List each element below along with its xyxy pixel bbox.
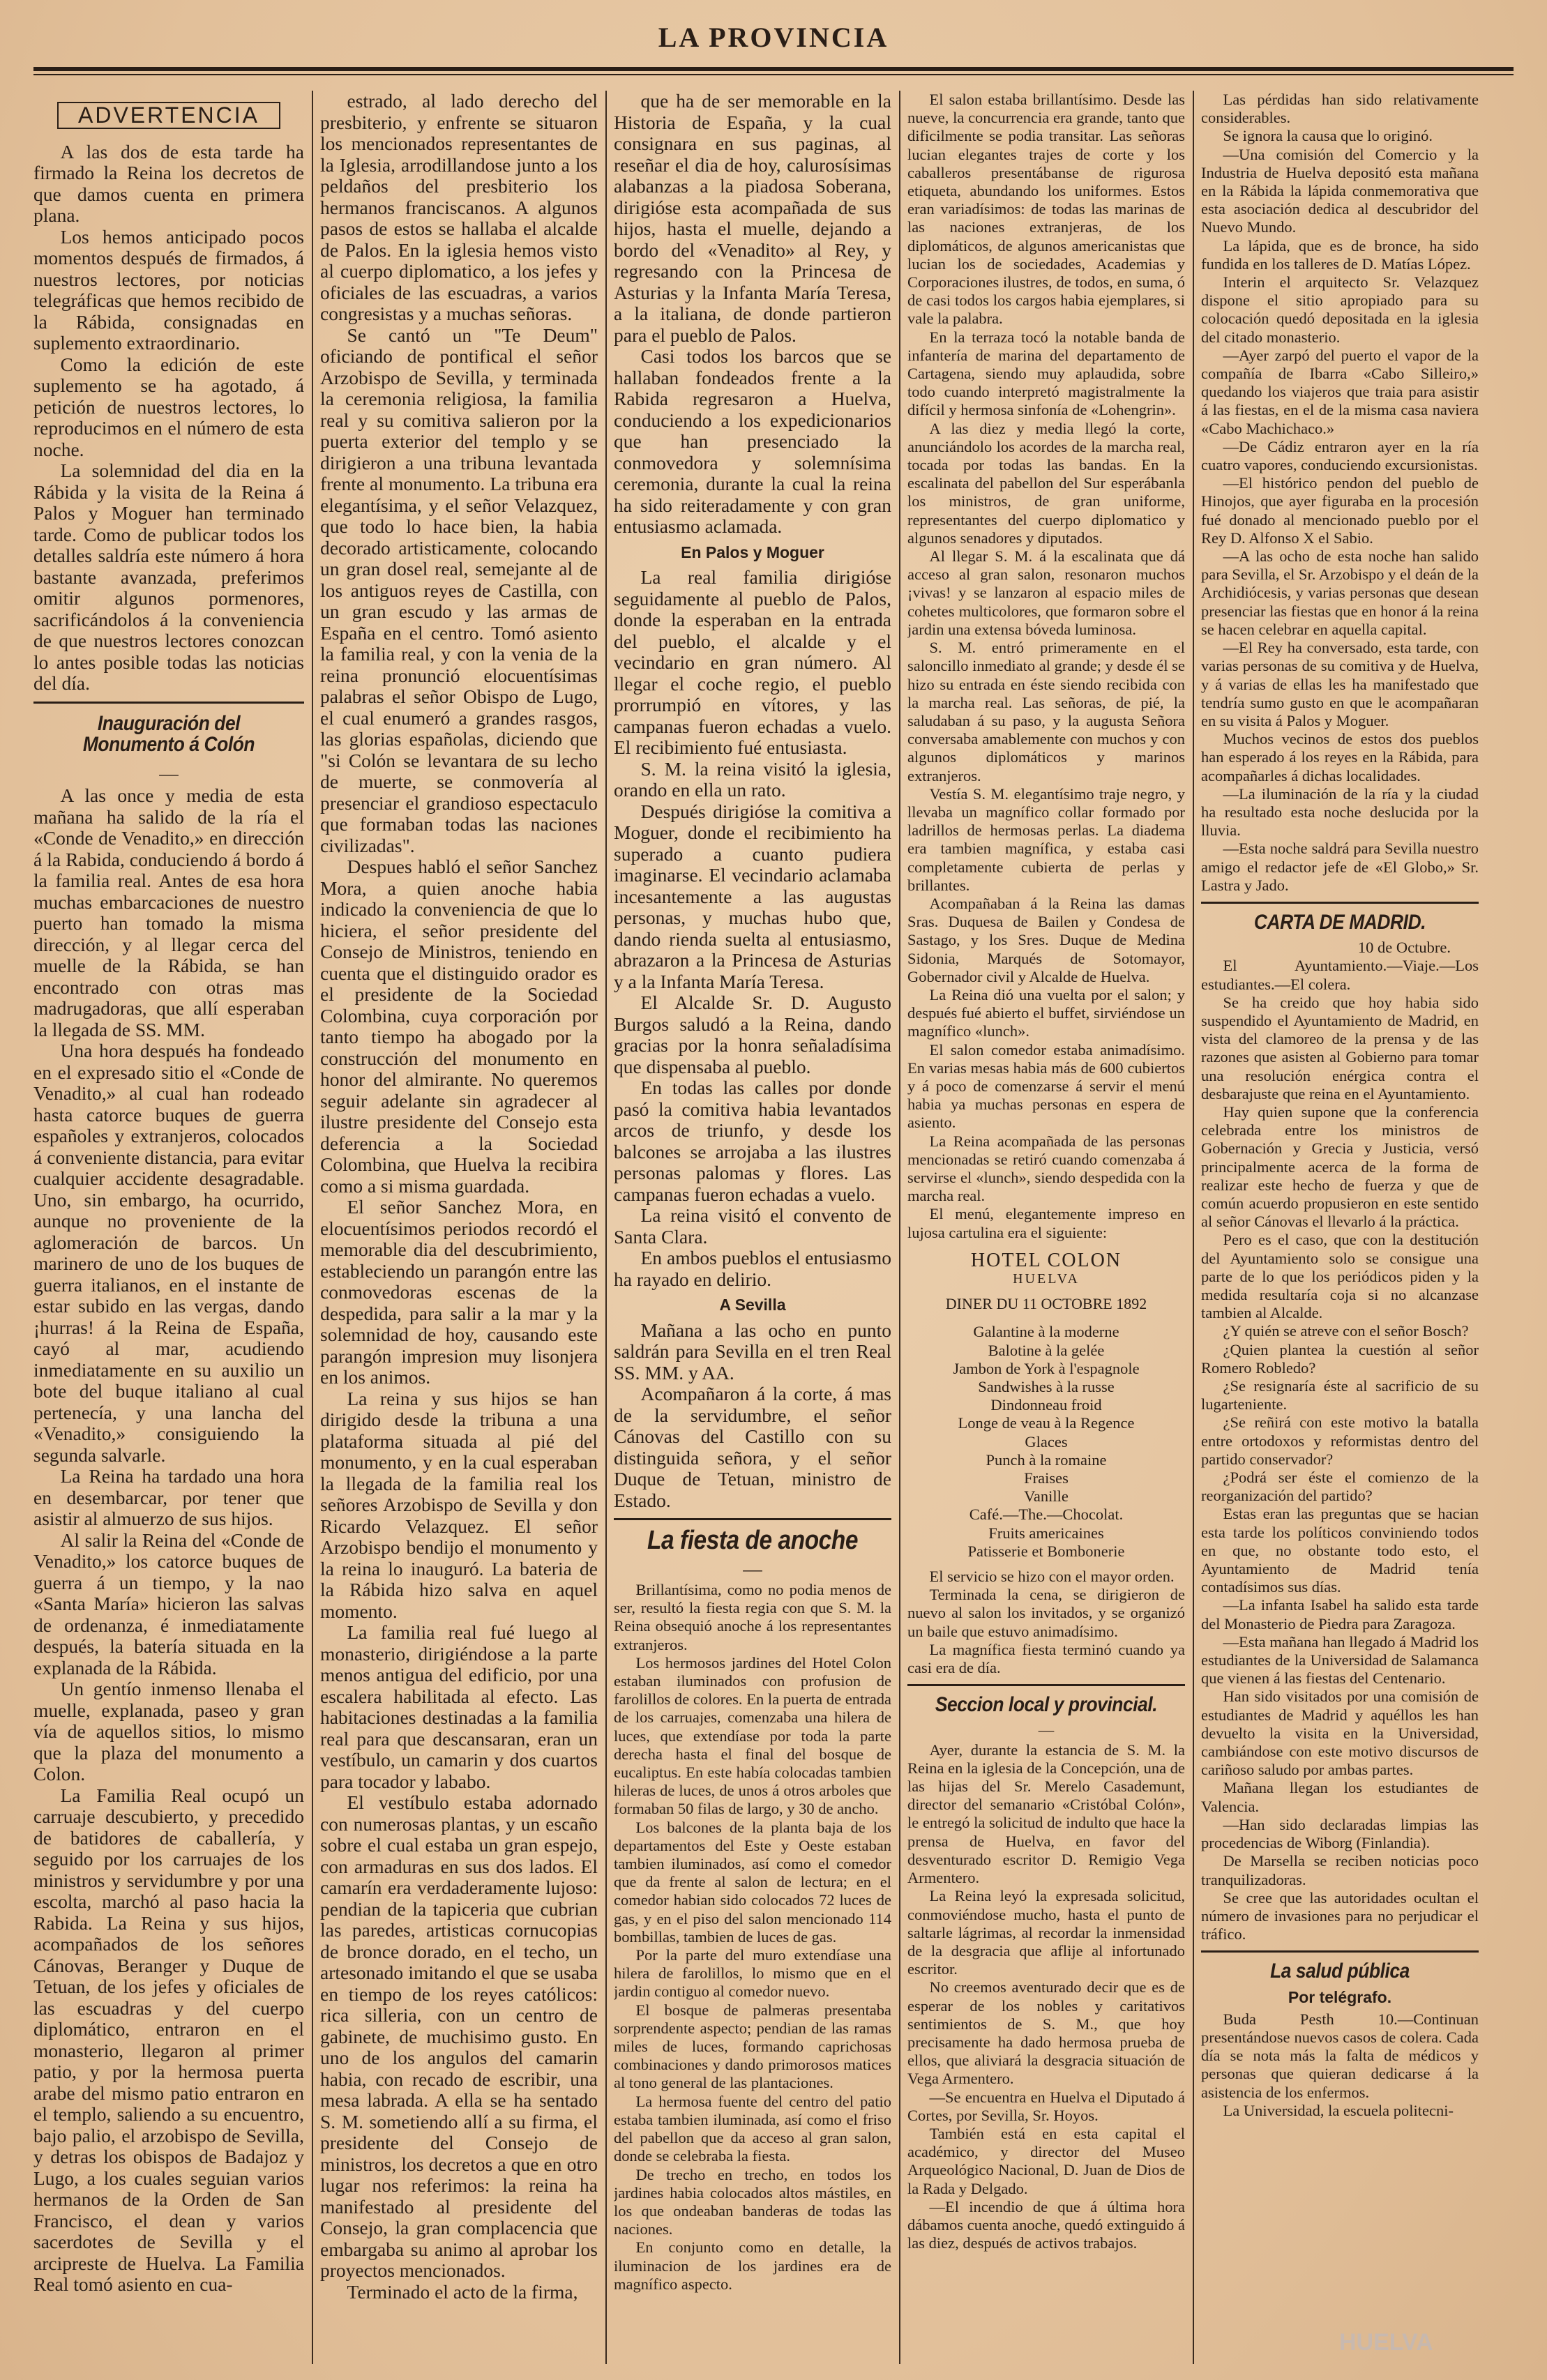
paragraph: Interin el arquitecto Sr. Velazquez dispone el sitio apropiado para su colocación quedó depositada en la iglesia del citado monasterio. (1201, 273, 1479, 346)
madrid-letter-body (1201, 957, 1479, 1943)
paragraph: Un gentío inmenso llenaba el muelle, explanada, paseo y gran vía de aquellos sitios, lo mismo que la plaza del monumento a Colon. (33, 1678, 304, 1784)
madrid-letter-heading: CARTA DE MADRID. (1253, 910, 1426, 934)
paragraph: —A las ocho de esta noche han salido para Sevilla, el Sr. Arzobispo y el deán de la Archidiócesis, y varias personas que desean presenciar las fiestas que en honor á la reina se hacen celebrar en aquella capital. (1201, 547, 1479, 638)
menu-item: Glaces (1025, 1432, 1068, 1450)
advertencia-body (33, 142, 304, 695)
paragraph: Brillantísima, como no podia menos de ser, resultó la fiesta regia con que S. M. la Reina obsequió anoche á los representantes extranjeros. (614, 1581, 891, 1653)
paragraph: La real familia dirigióse seguidamente al pueblo de Palos, donde la esperaban en la entrada del pueblo, el alcalde y el vecindario en gran número. Al llegar el coche regio, el pueblo prorrumpió en vítores, y las campanas fueron echadas a vuelo. El recibimiento fué entusiasta. (614, 566, 891, 758)
dash-separator: — (1038, 1721, 1055, 1739)
menu-item: Jambon de York à l'espagnole (953, 1359, 1140, 1377)
column-divider (1193, 91, 1194, 2364)
paragraph: Casi todos los barcos que se hallaban fondeados frente a la Rabida regresaron a Huelva, conduciendo a los expedicionarios que han presenciado la conmovedora y solemnísima ceremonia, durante la cual la reina ha sido reiteradamente y con gran entusiasmo aclamada. (614, 345, 891, 537)
paragraph: —Han sido declaradas limpias las procedencias de Wiborg (Finlandia). (1201, 1815, 1479, 1852)
paragraph: Terminado el acto de la firma, (347, 2280, 578, 2303)
paragraph: Buda Pesth 10.—Continuan presentándose nuevos casos de colera. Cada día se nota más la falta de médicos y personas que quieran dedicarse á la asistencia de los enfermos. (1201, 2010, 1479, 2101)
paragraph: —Se encuentra en Huelva el Diputado á Cortes, por Sevilla, Sr. Hoyos. (907, 2088, 1185, 2124)
paragraph: La Reina dió una vuelta por el salon; y después fué abierto el buffet, sirviéndose un magnífico «lunch». (907, 985, 1185, 1040)
column-4 (907, 91, 1185, 2364)
paragraph: S. M. entró primeramente en el saloncillo inmediato al grande; y desde él se hizo su entrada en éste siendo recibida con la marcha real. Las señoras, de pié, la saludaban á su paso, y la augusta Señora conversaba amablemente con muchos y con algunos diplomáticos y marinos extranjeros. (907, 639, 1185, 785)
inauguration-body (33, 785, 304, 2296)
paragraph: A las dos de esta tarde ha firmado la Reina los decretos de que damos cuenta en primera plana. (33, 140, 304, 226)
paragraph: —Esta noche saldrá para Sevilla nuestro amigo el redactor jefe de «El Globo,» Sr. Lastra y Jado. (1201, 840, 1479, 894)
paragraph: Los balcones de la planta baja de los departamentos del Este y Oeste estaban tambien iluminados, así como el comedor que da frente al salon de lectura; en el comedor habian sido colocados 72 luces de gas, y en el piso del salon mencionado 114 bombillas, tambien de luces de gas. (614, 1818, 891, 1946)
menu-item: Sandwishes à la russe (978, 1378, 1115, 1396)
salon-body (907, 91, 1185, 1242)
menu-item: Balotine à la gelée (988, 1341, 1105, 1359)
paragraph: Los hermosos jardines del Hotel Colon estaban iluminados con profusion de farolillos de colores. En la puerta de entrada de los carruajes, comenzaba una hilera de luces, que extendíase por toda la parte derecha hasta el final del bosque de eucaliptus. En este había colocadas tambien hileras de luces, de unos á otros arboles que formaban 50 filas de largo, y 30 de ancho. (614, 1653, 891, 1818)
madrid-letter-date: 10 de Octubre. (1357, 939, 1451, 957)
paragraph: ¿Podrá ser éste el comienzo de la reorganización del partido? (1201, 1469, 1479, 1505)
paragraph: No creemos aventurado decir que es de esperar de los nobles y caritativos sentimientos de S. M., que hoy precisamente ha dado hermosa prueba de ellos, que aliviará la desgracia situación de Vega Armentero. (907, 1978, 1185, 2088)
column-5 (1201, 91, 1479, 2364)
dash-separator: — (159, 761, 179, 784)
paragraph: —Una comisión del Comercio y la Industria de Huelva depositó esta mañana en la Rábida la lápida conmemorativa que esta asociación dedica al descubridor del Nuevo Mundo. (1201, 145, 1479, 236)
library-watermark: HUELVA (1339, 2329, 1433, 2356)
paragraph: ¿Se resignaría éste al sacrificio de su lugarteniente. (1201, 1377, 1479, 1413)
menu-items (907, 1323, 1185, 1561)
inauguration-heading: Inauguración del Monumento á Colón (82, 711, 255, 756)
paragraph: El servicio se hizo con el mayor orden. (929, 1568, 1175, 1586)
masthead-rule-thin (33, 74, 1514, 75)
paragraph: El bosque de palmeras presentaba sorprendente aspecto; pendian de las ramas miles de luces, formando caprichosas combinaciones y dando primorosos matices al tono general de las plantaciones. (614, 2001, 891, 2092)
section-rule (1201, 902, 1479, 904)
paragraph: El vestíbulo estaba adornado con numerosas plantas, y un escaño sobre el cual estaba un gran espejo, con armaduras en sus dos lados. El camarín era verdaderamente lujoso: pendian de la tapiceria que cubrian las paredes, artisticas cornucopias de bronce dorado, en el techo, un artesonado imitando el que se usaba en tiempo de los reyes católicos: rica silleria, con un centro de gabinete, de muchisimo gusto. En uno de los angulos del camarin habia, con recado de escribir, una mesa labrada. A ella se ha sentado S. M. sometiendo allí a su firma, el presidente del Consejo de ministros, los decretos a que en otro lugar nos referimos: la reina ha manifestado al presidente del Consejo, la gran complacencia que embargaba su animo al aprobar los proyectos mencionados. (320, 1791, 598, 2281)
paragraph: La solemnidad del dia en la Rábida y la visita de la Reina á Palos y Moguer han terminado tarde. Como de publicar todos los detalles saldría este número á hora bastante avanzada, preferimos omitir algunos pormenores, sacrificándolos á la conveniencia de que nuestros lectores conozcan lo antes posible todas las noticias del día. (33, 460, 304, 694)
fiesta-body (614, 1581, 891, 2294)
menu-subtitle: HUELVA (1013, 1271, 1080, 1287)
column-3 (614, 91, 891, 2364)
paragraph: En ambos pueblos el entusiasmo ha rayado en delirio. (614, 1247, 891, 1290)
menu-item: Punch à la romaine (986, 1450, 1107, 1469)
paragraph: —Esta mañana han llegado á Madrid los estudiantes de la Universidad de Salamanca que vienen á las fiestas del Centenario. (1201, 1632, 1479, 1688)
paragraph: Por la parte del muro extendíase una hilera de farolillos, lo mismo que en el jardin contiguo al comedor nuevo. (614, 1946, 891, 2001)
paragraph: ¿Quien plantea la cuestión al señor Romero Robledo? (1201, 1340, 1479, 1377)
paragraph: La Universidad, la escuela politecni- (1223, 2101, 1454, 2119)
paragraph: S. M. la reina visitó la iglesia, orando en ella un rato. (614, 757, 891, 801)
paragraph: El Ayuntamiento.—Viaje.—Los estudiantes.—El colera. (1201, 957, 1479, 993)
paragraph: A las diez y media llegó la corte, anunciándolo los acordes de la marcha real, tocada por todas las bandas. En la escalinata del pabellon del Sur esperábanla los ministros, de gran uniforme, representantes del cuerpo diplomatico y algunos senadores y diputados. (907, 419, 1185, 547)
paragraph: La Familia Real ocupó un carruaje descubierto, y precedido de batidores de caballería, y seguido por los carruajes de los ministros y servidumbre y por una escolta, marchó al paso hacia la Rabida. La Reina y sus hijos, acompañados de los señores Cánovas, Beranger y Duque de Tetuan, de los jefes y oficiales de las escuadras y del cuerpo diplomático, entraron en el monasterio, llegaron al primer patio, y por la hermosa puerta arabe del mismo patio entraron en el templo, saliendo a su encuentro, bajo palio, el arzobispo de Sevilla, y detras los obispos de Badajoz y Lugo, a los cuales seguian varios hermanos de la Orden de San Francisco, el dean y varios sacerdotes de Sevilla y el arcipreste de Huelva. La Familia Real tomó asiento en cua- (33, 1784, 304, 2295)
paragraph: Los hemos anticipado pocos momentos después de firmados, á nuestros lectores, por noticias telegráficas que hemos recibido de la Rábida, consignadas en suplemento extraordinario. (33, 225, 304, 354)
newspaper-masthead: LA PROVINCIA (658, 22, 889, 53)
local-section-heading: Seccion local y provincial. (935, 1693, 1158, 1717)
public-health-body (1201, 2010, 1479, 2120)
paragraph: que ha de ser memorable en la Historia de España, y la cual consignara en sus paginas, al reseñar el dia de hoy, calurosísimas alabanzas a la piadosa Soberana, dirigióse esta acompañada de sus hijos, hasta el muelle, dejando a bordo del «Venadito» al Rey, y regresando con la Princesa de Asturias y la Infanta María Teresa, a la italiana, de donde partieron para el pueblo de Palos. (614, 91, 891, 346)
paragraph: La hermosa fuente del centro del patio estaba tambien iluminada, así como el friso del pabellon que da acceso al gran salon, donde se celebraba la fiesta. (614, 2092, 891, 2165)
paragraph: Acompañaron á la corte, á mas de la servidumbre, el señor Cánovas del Castillo con su distinguida señora, y el señor Duque de Tetuan, ministro de Estado. (614, 1383, 891, 1511)
paragraph: La Reina acompañada de las personas mencionadas se retiró cuando comenzaba á servirse el «lunch», siendo despedida con la marcha real. (907, 1132, 1185, 1205)
paragraph: —La infanta Isabel ha salido esta tarde del Monasterio de Piedra para Zaragoza. (1201, 1596, 1479, 1632)
ceremony-body (320, 91, 598, 2303)
column-1 (33, 91, 304, 2364)
advertencia-heading: ADVERTENCIA (57, 102, 280, 129)
sevilla-heading: A Sevilla (719, 1296, 786, 1314)
menu-item: Fraises (1024, 1469, 1069, 1487)
menu-item: Vanille (1024, 1487, 1069, 1506)
paragraph: Han sido visitados por una comisión de estudiantes de Madrid y aquéllos les han devuelto la visita en la Universidad, cambiándose con este motivo discursos de cariñoso saludo por ambas partes. (1201, 1688, 1479, 1779)
section-rule (614, 1518, 891, 1520)
paragraph: La reina y sus hijos se han dirigido desde la tribuna a una plataforma situada al pié del monumento, y en la cual esperaban la llegada de la familia real los señores Arzobispo de Sevilla y don Ricardo Velazquez. El señor Arzobispo bendijo el monumento y la reina lo inauguró. La bateria de la Rábida hizo salva en aquel momento. (320, 1387, 598, 1622)
paragraph: La lápida, que es de bronce, ha sido fundida en los talleres de D. Matías López. (1201, 236, 1479, 273)
paragraph: Vestía S. M. elegantísimo traje negro, y llevaba un magnífico collar formado por ladrillos de hermosas perlas. La diadema era tambien magnífica, y estaba casi completamente cubierta de perlas y brillantes. (907, 785, 1185, 894)
paragraph: Como la edición de este suplemento se ha agotado, á petición de nuestros lectores, lo reproducimos en el número de esta noche. (33, 353, 304, 460)
menu-item: Patisserie et Bombonerie (967, 1542, 1125, 1560)
column-divider (312, 91, 313, 2364)
dash-separator: — (743, 1557, 762, 1579)
paragraph: estrado, al lado derecho del presbiterio, y enfrente se situaron los mencionados representantes de la Iglesia, arrodillandose junto a los peldaños del presbiterio los hermanos franciscanos. A algunos pasos de estos se hallaba el alcalde de Palos. En la iglesia hemos visto al cuerpo diplomatico, a los jefes y oficiales de las escuadras, a varios congresistas y a muchas señoras. (320, 91, 598, 324)
local-news-body (1201, 91, 1479, 895)
section-rule (33, 702, 304, 704)
paragraph: De trecho en trecho, en todos los jardines habia colocados altos mástiles, en los que ondeaban banderas de todas las naciones. (614, 2165, 891, 2238)
menu-item: Galantine à la moderne (973, 1323, 1119, 1341)
paragraph: —La iluminación de la ría y la ciudad ha resultado esta noche deslucida por la lluvia. (1201, 785, 1479, 840)
paragraph: En conjunto como en detalle, la iluminacion de los jardines era de magnífico aspecto. (614, 2238, 891, 2293)
paragraph: Al salir la Reina del «Conde de Venadito,» los catorce buques de guerra á un tiempo, y la nao «Santa María» hicieron las salvas de ordenanza, é inmediatamente después, la batería situada en la explanada de la Rábida. (33, 1529, 304, 1678)
menu-item: Café.—The.—Chocolat. (969, 1506, 1124, 1524)
paragraph: Pero es el caso, que con la destitución del Ayuntamiento solo se consigue una parte de lo que los periódicos piden y la medida resultaría coja si no alcanzase tambien al Alcalde. (1201, 1231, 1479, 1322)
section-rule (907, 1684, 1185, 1686)
paragraph: Muchos vecinos de estos dos pueblos han esperado á los reyes en la Rábida, para acompañarles á dichas localidades. (1201, 730, 1479, 785)
menu-item: Fruits americaines (988, 1524, 1104, 1542)
menu-title: HOTEL COLON (970, 1249, 1122, 1271)
masthead-rule (33, 67, 1514, 71)
menu-date: DINER DU 11 OCTOBRE 1892 (945, 1295, 1147, 1313)
paragraph: En todas las calles por donde pasó la comitiva habia levantados arcos de triunfo, y desde los balcones se arrojaba a las ilustres personas palomas y flores. Las campanas fueron echadas a vuelo. (614, 1077, 891, 1205)
ceremony-continued (614, 91, 891, 538)
telegraph-subheading: Por telégrafo. (1288, 1987, 1392, 2006)
paragraph: El menú, elegantemente impreso en lujosa cartulina era el siguiente: (907, 1205, 1185, 1241)
fiesta-end-body (907, 1568, 1185, 1677)
paragraph: Mañana a las ocho en punto saldrán para Sevilla en el tren Real SS. MM. y AA. (614, 1319, 891, 1384)
paragraph: La magnífica fiesta terminó cuando ya casi era de día. (907, 1640, 1185, 1677)
paragraph: Mañana llegan los estudiantes de Valencia. (1201, 1779, 1479, 1815)
paragraph: ¿Y quién se atreve con el señor Bosch? (1223, 1322, 1469, 1340)
paragraph: Despues habló el señor Sanchez Mora, a quien anoche habia indicado la conveniencia de que lo hiciera, el señor presidente del Consejo de Ministros, teniendo en cuenta que el distinguido orador es el presidente de la Sociedad Colombina, cuya corporación por tanto tiempo ha abogado por la construcción del monumento en honor del almirante. No queremos seguir adelante sin agradecer al ilustre presidente del Consejo esta deferencia a la Sociedad Colombina, que Huelva la recibira como a si misma guardada. (320, 856, 598, 1197)
paragraph: De Marsella se reciben noticias poco tranquilizadoras. (1201, 1852, 1479, 1888)
paragraph: Las pérdidas han sido relativamente considerables. (1201, 91, 1479, 127)
paragraph: Se ignora la causa que lo originó. (1223, 127, 1433, 145)
column-2 (320, 91, 598, 2364)
paragraph: La Reina leyó la expresada solicitud, conmoviéndose mucho, hasta el punto de saltarle lágrimas, al recordar la inmensidad de la desgracia que aflije al infortunado escritor. (907, 1887, 1185, 1978)
paragraph: —De Cádiz entraron ayer en la ría cuatro vapores, conduciendo excursionistas. (1201, 437, 1479, 474)
sevilla-body (614, 1320, 891, 1512)
palos-moguer-heading: En Palos y Moguer (681, 543, 824, 561)
paragraph: Después dirigióse la comitiva a Moguer, donde el recibimiento ha superado a cuanto pudiera imaginarse. El vecindario aclamaba incesantemente a las augustas personas, y muchas hubo que, dando rienda suelta al entusiasmo, abrazaron a la Princesa de Asturias y a la Infanta María Teresa. (614, 800, 891, 992)
paragraph: También está en esta capital el académico, y director del Museo Arqueológico Nacional, D. Juan de Dios de la Rada y Delgado. (907, 2124, 1185, 2197)
paragraph: Se cantó un "Te Deum" oficiando de pontifical el señor Arzobispo de Sevilla, y terminada la ceremonia religiosa, la familia real y su comitiva salieron por la puerta exterior del templo y se dirigieron a una tribuna levantada frente al monumento. La tribuna era elegantísima, y el señor Velazquez, que todo lo hace bien, la habia decorado artisticamente, colocando un gran dosel real, semejante al de los antiguos reyes de Castilla, con un gran escudo y las armas de España en el centro. Tomó asiento la familia real, y con la venia de la reina pronunció elocuentísimas palabras el señor Obispo de Lugo, el cual enumeró a grandes rasgos, las glorias españolas, diciendo que "si Colón se levantara de su lecho de muerte, se conmovería al presenciar el grandioso espectaculo que formaban todas las naciones civilizadas". (320, 324, 598, 856)
paragraph: Ayer, durante la estancia de S. M. la Reina en la iglesia de la Concepción, una de las hijas del Sr. Merelo Casademunt, director del semanario «Cristóbal Colón», le entregó la solicitud de indulto que hace la prensa de Huelva, en favor del desventurado escritor D. Remigio Vega Armentero. (907, 1741, 1185, 1887)
paragraph: —El incendio de que á última hora dábamos cuenta anoche, quedó extinguido á las diez, después de activos trabajos. (907, 2197, 1185, 2252)
menu-card (907, 1249, 1185, 1561)
paragraph: La reina visitó el convento de Santa Clara. (614, 1204, 891, 1248)
column-divider (605, 91, 607, 2364)
paragraph: El salon estaba brillantísimo. Desde las nueve, la concurrencia era grande, tanto que dificilmente se podia transitar. Las señoras lucian elegantes trajes de corte y los caballeros presentábanse de rigurosa etiqueta, abundando los uniformes. Estos eran variadísimos: de todas las marinas de las naciones extranjeras, de los diplomáticos, de algunos americanistas que lucian los de sociedades, Academias y Corporaciones ilustres, de todos, en suma, ó de casi todos los cargos habia ejemplares, si vale la palabra. (907, 91, 1185, 328)
paragraph: ¿Se reñirá con este motivo la batalla entre ortodoxos y reformistas dentro del partido conservador? (1201, 1413, 1479, 1468)
paragraph: Estas eran las preguntas que se hacian esta tarde los políticos conviniendo todos en que, no obstante todo esto, el Ayuntamiento de Madrid tenía contadísimos sus días. (1201, 1505, 1479, 1596)
column-divider (899, 91, 900, 2364)
paragraph: La Reina ha tardado una hora en desembarcar, por tener que asistir al almuerzo de sus hijos. (33, 1465, 304, 1529)
menu-item: Dindonneau froid (990, 1396, 1102, 1414)
paragraph: Acompañaban á la Reina las damas Sras. Duquesa de Bailen y Condesa de Sastago, y los Sres. Duque de Medina Sidonia, Marqués de Sotomayor, Gobernador civil y Alcalde de Huelva. (907, 894, 1185, 985)
section-rule (1201, 1950, 1479, 1953)
palos-moguer-body (614, 567, 891, 1290)
paragraph: A las once y media de esta mañana ha salido de la ría el «Conde de Venadito,» en dirección á la Rabida, conduciendo á bordo á la familia real. Antes de esa hora muchas embarcaciones de nuestro puerto han tomado la misma dirección, y al llegar cerca del muelle de la Rábida, se han encontrado con otras mas madrugadoras, que allí esperaban la llegada de SS. MM. (33, 785, 304, 1040)
paragraph: El señor Sanchez Mora, en elocuentísimos periodos recordó el memorable dia del descubrimiento, estableciendo un parangón entre las conmovedoras escenas de la despedida, para salir a la mar y la solemnidad de hoy, causando este parangón impresion muy lisonjera en los animos. (320, 1196, 598, 1388)
paragraph: La familia real fué luego al monasterio, dirigiéndose a la parte menos antigua del edificio, por una escalera habilitada al efecto. Las habitaciones destinadas a la familia real para que descansaran, eran un vestíbulo, un camarin y dos cuartos para tocador y lababo. (320, 1621, 598, 1792)
paragraph: Se ha creido que hoy habia sido suspendido el Ayuntamiento de Madrid, en vista del clamoreo de la prensa y de las razones que asisten al Gobierno para tomar una resolución enérgica contra el desbarajuste que reina en el Ayuntamiento. (1201, 993, 1479, 1102)
local-section-body (907, 1741, 1185, 2253)
paragraph: Hay quien supone que la conferencia celebrada entre los ministros de Gobernación y Grecia y Justicia, versó principalmente acerca de la forma de realizar este hecho de fuerza y que de común acuerdo propusieron en este sentido al señor Cánovas el llevarlo á la práctica. (1201, 1102, 1479, 1231)
paragraph: En la terraza tocó la notable banda de infantería de marina del departamento de Cartagena, siendo muy aplaudida, sobre todo cuando interpretó magistralmente la difícil y hermosa sinfonía de «Lohengrin». (907, 328, 1185, 419)
paragraph: El salon comedor estaba animadísimo. En varias mesas habia más de 600 cubiertos y á poco de comenzarse á servir el menú habia ya muchas personas en espera de asiento. (907, 1040, 1185, 1132)
fiesta-heading: La fiesta de anoche (647, 1526, 858, 1555)
paragraph: Terminada la cena, se dirigieron de nuevo al salon los invitados, y se organizó un baile que estuvo animadísimo. (907, 1586, 1185, 1640)
public-health-heading: La salud pública (1270, 1960, 1410, 1983)
paragraph: Se cree que las autoridades ocultan el número de invasiones para no perjudicar el tráfico. (1201, 1888, 1479, 1943)
paragraph: —El Rey ha conversado, esta tarde, con varias personas de su comitiva y de Huelva, y á varias de ellas les ha manifestado que tendría sumo gusto en que le acompañaran en su visita á Palos y Moguer. (1201, 639, 1479, 729)
paragraph: Una hora después ha fondeado en el expresado sitio el «Conde de Venadito,» al cual han rodeado hasta catorce buques de guerra españoles y extranjeros, colocados á conveniente distancia, para evitar cualquier accidente desagradable. Uno, sin embargo, ha ocurrido, aunque no proveniente de la aglomeración de barcos. Un marinero de uno de los buques de guerra italianos, en el instante de estar subido en las vergas, dando ¡hurras! á la Reina de España, cayó al mar, acudiendo inmediatamente en su auxilio un bote del buque italiano al cual pertenecía, y una lancha del «Venadito,» consiguiendo la segunda salvarle. (33, 1040, 304, 1466)
paragraph: —Ayer zarpó del puerto el vapor de la compañía de Ibarra «Cabo Silleiro,» quedando los viajeros que traia para asistir á las fiestas, en el de la misma casa naviera «Cabo Machichaco.» (1201, 346, 1479, 437)
paragraph: Al llegar S. M. á la escalinata que dá acceso al gran salon, resonaron muchos ¡vivas! y se lanzaron al espacio miles de cohetes multicolores, que formaron sobre el jardin una extensa bóveda luminosa. (907, 547, 1185, 638)
paragraph: El Alcalde Sr. D. Augusto Burgos saludó a la Reina, dando gracias por la honra señaladísima que dispensaba al pueblo. (614, 992, 891, 1077)
paragraph: —El histórico pendon del pueblo de Hinojos, que ayer figuraba en la procesión fué donado al mencionado pueblo por el Rey D. Alfonso X el Sabio. (1201, 474, 1479, 547)
menu-item: Longe de veau à la Regence (958, 1414, 1135, 1432)
